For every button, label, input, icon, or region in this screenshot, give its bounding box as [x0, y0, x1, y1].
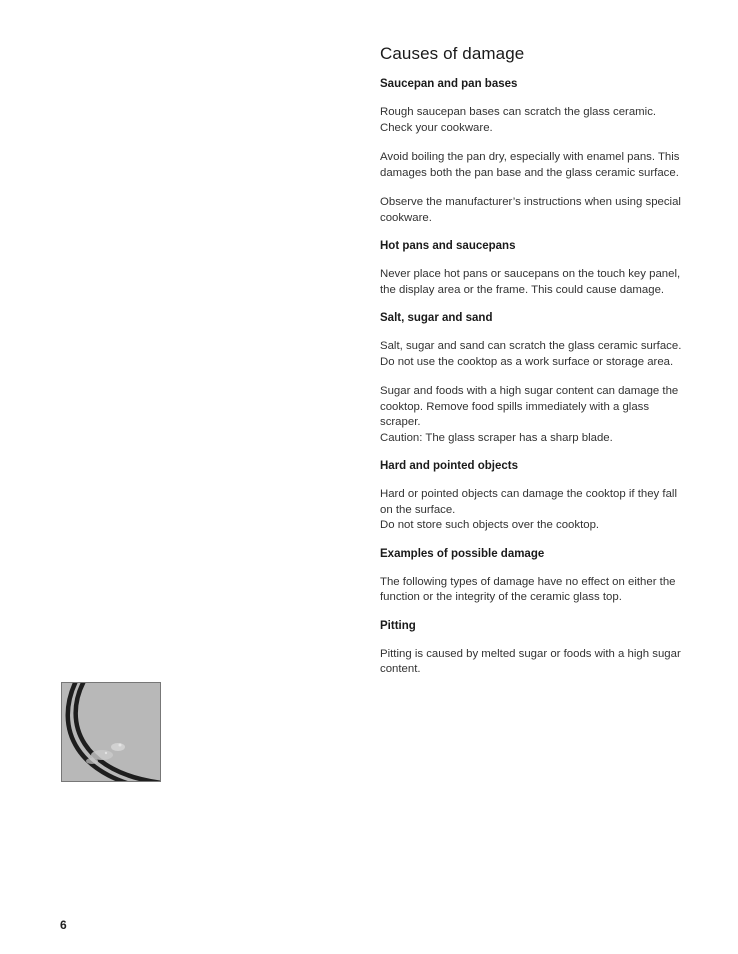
- section-pitting: [380, 620, 690, 678]
- section-salt-sugar-sand: [380, 312, 690, 446]
- cooktop-ring-graphic: [62, 683, 160, 781]
- paragraph: Hard or pointed objects can damage the cooktop if they fall on the surface. Do not store such objects over the cooktop.: [380, 488, 677, 531]
- section-examples-damage: [380, 548, 690, 606]
- paragraph: Avoid boiling the pan dry, especially with enamel pans. This damages both the pan base and the glass ceramic surface.: [380, 151, 680, 179]
- section-heading: Hard and pointed objects: [380, 460, 519, 472]
- paragraph: Observe the manufacturer’s instructions when using special cookware.: [380, 196, 681, 224]
- page-title: Causes of damage: [380, 44, 525, 63]
- page-number: 6: [60, 918, 67, 932]
- pitting-illustration: [61, 682, 161, 782]
- section-heading: Examples of possible damage: [380, 547, 545, 560]
- section-heading: Salt, sugar and sand: [380, 312, 493, 324]
- main-content: [380, 44, 690, 692]
- section-hot-pans: [380, 240, 690, 298]
- paragraph: Rough saucepan bases can scratch the glass ceramic. Check your cookware.: [380, 106, 657, 134]
- paragraph: The following types of damage have no effect on either the function or the integrity of the ceramic glass top.: [380, 575, 676, 603]
- paragraph: Pitting is caused by melted sugar or foods with a high sugar content.: [380, 647, 681, 675]
- section-heading: Hot pans and saucepans: [380, 240, 516, 252]
- section-heading: Pitting: [380, 619, 416, 632]
- paragraph: Salt, sugar and sand can scratch the glass ceramic surface. Do not use the cooktop as a work surface or storage area.: [380, 340, 682, 368]
- paragraph: Sugar and foods with a high sugar content can damage the cooktop. Remove food spills immediately with a glass scraper. Caution: The glass scraper has a sharp blade.: [380, 385, 679, 444]
- section-hard-objects: [380, 460, 690, 534]
- section-heading: Saucepan and pan bases: [380, 78, 518, 90]
- section-saucepan-bases: [380, 78, 690, 226]
- paragraph: Never place hot pans or saucepans on the touch key panel, the display area or the frame. This could cause damage.: [380, 268, 681, 296]
